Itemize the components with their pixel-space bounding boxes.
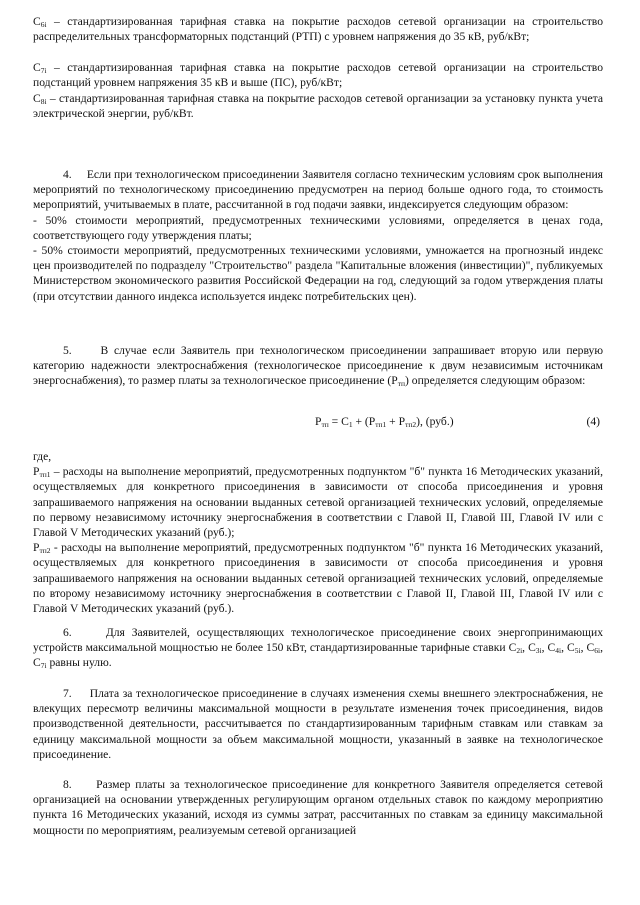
paragraph-8: 8. Размер платы за технологическое присоединение для конкретного Заявителя определяется сетевой организацией на основании утвержденных регулирующим органом отдельных ставок по каждому мероприятию пункта 16 Методических указаний, исходя из суммы затрат, рассчитанных по ставкам за единицу максимальной мощности по мероприятиям, реализуемым сетевой организацией (33, 778, 603, 837)
formula-expression: $Р_{тп} = С_1 + (Р_{тп1} + Р_{тп2})$, (руб.) (315, 415, 454, 429)
definition-c6: $С_{6i}$ – стандартизированная тарифная ставка на покрытие расходов сетевой организации на строительство распределительных трансформаторных подстанций (РТП) с уровнем напряжения до 35 кВ, руб/кВт; (33, 15, 603, 44)
paragraph-4-bullet-1: - 50% стоимости мероприятий, предусмотренных техническими условиями, определяется в ценах года, соответствующего году утверждения платы; (33, 213, 603, 242)
paragraph-6: 6. Для Заявителей, осуществляющих технологическое присоединение своих энергопринимающих устройств максимальной мощностью не более 150 кВт, стандартизированные тарифные ставки $С_{2i}$, $С_{3i}$, $С_{4i}$, $С_{5i}$, $С_{6i}$, $С_{7i}$ равны нулю. (33, 626, 603, 671)
where-label: где, (33, 450, 52, 463)
formula-4 (33, 414, 603, 430)
paragraph-4-intro: 4. Если при технологическом присоединении Заявителя согласно техническим условиям срок выполнения мероприятий по технологическому присоединению предусмотрен на период больше одного года, то стоимость мероприятий, учитываемых в плате, рассчитанной в год подачи заявки, индексируется следующим образом: (33, 168, 603, 212)
paragraph-7: 7. Плата за технологическое присоединение в случаях изменения схемы внешнего электроснабжения, не влекущих пересмотр величины максимальной мощности в результате изменения точек присоединения, видов производственной деятельности, рассчитывается по стандартизированным тарифным ставкам или ставкам за единицу максимальной мощности за объем максимальной мощности, указанный в заявке на технологическое присоединение. (33, 687, 603, 761)
definition-rtp2: $Р_{тп2}$ - расходы на выполнение мероприятий, предусмотренных подпунктом "б" пункта 16 Методических указаний, осуществляемых для конкретного присоединения в зависимости от способа присоединения и уровня запрашиваемого напряжения на основании выданных сетевой организацией технических условий, определяемые по второму независимому источнику энергоснабжения в соответствии с Главой II, Главой III, Главой IV или с Главой V Методических указаний (руб.). (33, 541, 603, 616)
formula-number: (4) (586, 415, 600, 428)
paragraph-5: 5. В случае если Заявитель при технологическом присоединении запрашивает вторую или первую категорию надежности электроснабжения (технологическое присоединение к двум независимым источникам энергоснабжения), то размер платы за технологическое присоединение $(Р_{тп})$ определяется следующим образом: (33, 344, 603, 389)
definition-c8: $С_{8i}$ – стандартизированная тарифная ставка на покрытие расходов сетевой организации за установку пункта учета электрической энергии, руб/кВт. (33, 92, 603, 121)
paragraph-4 (33, 167, 603, 304)
definition-rtp1: $Р_{тп1}$ – расходы на выполнение мероприятий, предусмотренных подпунктом "б" пункта 16 Методических указаний, осуществляемых для конкретного присоединения в зависимости от способа присоединения и уровня запрашиваемого напряжения на основании выданных сетевой организацией технических условий, определяемые по первому независимому источнику энергоснабжения в соответствии с Главой II, Главой III, Главой IV или с Главой V Методических указаний (руб.); (33, 465, 603, 540)
paragraph-4-bullet-2: - 50% стоимости мероприятий, предусмотренных техническими условиями, умножается на прогнозный индекс цен производителей по подразделу "Строительство" раздела "Капитальные вложения (инвестиции)", публикуемых Министерством экономического развития Российской Федерации на год, следующий за годом утверждения платы (при отсутствии данного индекса используется индекс потребительских цен). (33, 244, 603, 303)
where-block (33, 449, 603, 616)
definition-c7: $С_{7i}$ – стандартизированная тарифная ставка на покрытие расходов сетевой организации на строительство подстанций уровнем напряжения 35 кВ и выше (ПС), руб/кВт; (33, 61, 603, 90)
